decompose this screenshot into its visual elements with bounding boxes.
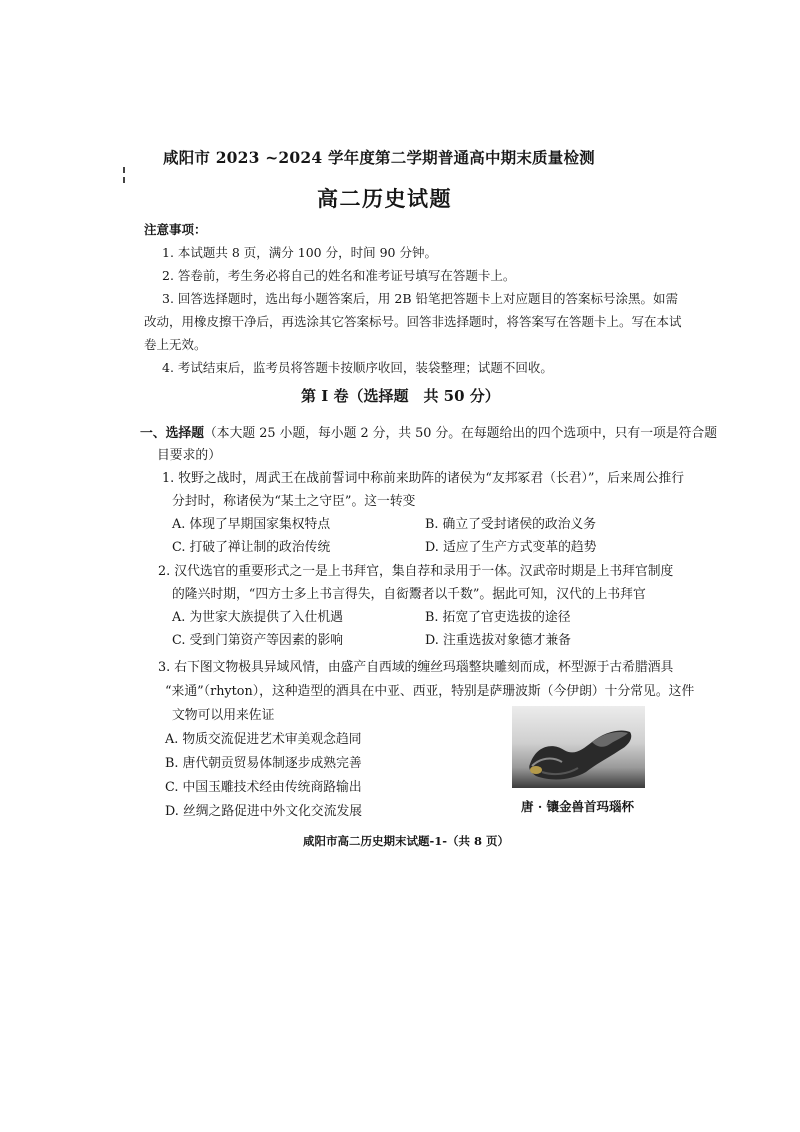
- exam-title-line: 咸阳市 2023 ~2024 学年度第二学期普通高中期末质量检测: [163, 148, 595, 167]
- agate-rhyton-photo: [512, 706, 645, 788]
- part-instructions: [140, 422, 717, 441]
- question-2-option-c: C. 受到门第资产等因素的影响: [172, 633, 344, 648]
- question-2-stem-line1: 2. 汉代选官的重要形式之一是上书拜官，集自荐和录用于一体。汉武帝时期是上书拜官制度: [158, 564, 674, 579]
- note-item-3-end: 卷上无效。: [144, 337, 207, 352]
- question-1-option-a: A. 体现了早期国家集权特点: [172, 517, 331, 532]
- question-2-option-b: B. 拓宽了官吏选拔的途径: [425, 610, 571, 625]
- page-footer: 咸阳市高二历史期末试题-1-（共 8 页）: [303, 834, 510, 848]
- question-2-option-a: A. 为世家大族提供了入仕机遇: [172, 610, 343, 625]
- margin-marks: [120, 165, 130, 193]
- question-1-stem-line2: 分封时，称诸侯为“某土之守臣”。这一转变: [172, 494, 416, 509]
- question-3-option-b: B. 唐代朝贡贸易体制逐步成熟完善: [165, 756, 362, 771]
- question-3-option-a: A. 物质交流促进艺术审美观念趋同: [165, 732, 362, 747]
- note-item-2: 2. 答卷前，考生务必将自己的姓名和准考证号填写在答题卡上。: [162, 268, 516, 283]
- question-3-option-d: D. 丝绸之路促进中外文化交流发展: [165, 804, 363, 819]
- part-desc-cont: 目要求的）: [157, 448, 221, 463]
- question-1-option-b: B. 确立了受封诸侯的政治义务: [425, 517, 597, 532]
- question-1-option-d: D. 适应了生产方式变革的趋势: [425, 540, 597, 555]
- note-item-3-cont: 改动，用橡皮擦干净后，再选涂其它答案标号。回答非选择题时，将答案写在答题卡上。写在本试: [144, 314, 682, 329]
- question-3-stem-line1: 3. 右下图文物极具异域风情，由盛产自西域的缠丝玛瑙整块雕刻而成，杯型源于古希腊酒具: [158, 660, 674, 675]
- note-item-4: 4. 考试结束后，监考员将答题卡按顺序收回，装袋整理；试题不回收。: [162, 360, 553, 375]
- question-3-stem-line3: 文物可以用来佐证: [172, 708, 275, 723]
- part-label: 一、选择题: [140, 426, 204, 441]
- subject-title: 高二历史试题: [317, 186, 452, 211]
- question-2-stem-line2: 的隆兴时期，“四方士多上书言得失，自衒鬻者以千数”。据此可知，汉代的上书拜官: [172, 587, 646, 602]
- question-1-option-c: C. 打破了禅让制的政治传统: [172, 540, 331, 555]
- photo-caption: 唐 · 镶金兽首玛瑙杯: [521, 799, 635, 814]
- question-2-option-d: D. 注重选拔对象德才兼备: [425, 633, 571, 648]
- question-3-option-c: C. 中国玉雕技术经由传统商路输出: [165, 780, 362, 795]
- question-3-stem-line2: “来通”（rhyton），这种造型的酒具在中亚、西亚，特别是萨珊波斯（今伊朗）十分常见。这件: [165, 684, 695, 699]
- note-item-3: 3. 回答选择题时，选出每小题答案后，用 2B 铅笔把答题卡上对应题目的答案标号涂黑。如需: [162, 291, 678, 306]
- section-title: 第 Ⅰ 卷（选择题 共 50 分）: [301, 387, 500, 405]
- part-desc: （本大题 25 小题，每小题 2 分，共 50 分。在每题给出的四个选项中，只有一项是符合题: [203, 426, 717, 441]
- question-1-stem-line1: 1. 牧野之战时，周武王在战前誓词中称前来助阵的诸侯为“友邦冢君（长君）”，后来周公推行: [162, 471, 685, 486]
- notes-heading: 注意事项：: [144, 222, 207, 237]
- note-item-1: 1. 本试题共 8 页，满分 100 分，时间 90 分钟。: [162, 245, 437, 260]
